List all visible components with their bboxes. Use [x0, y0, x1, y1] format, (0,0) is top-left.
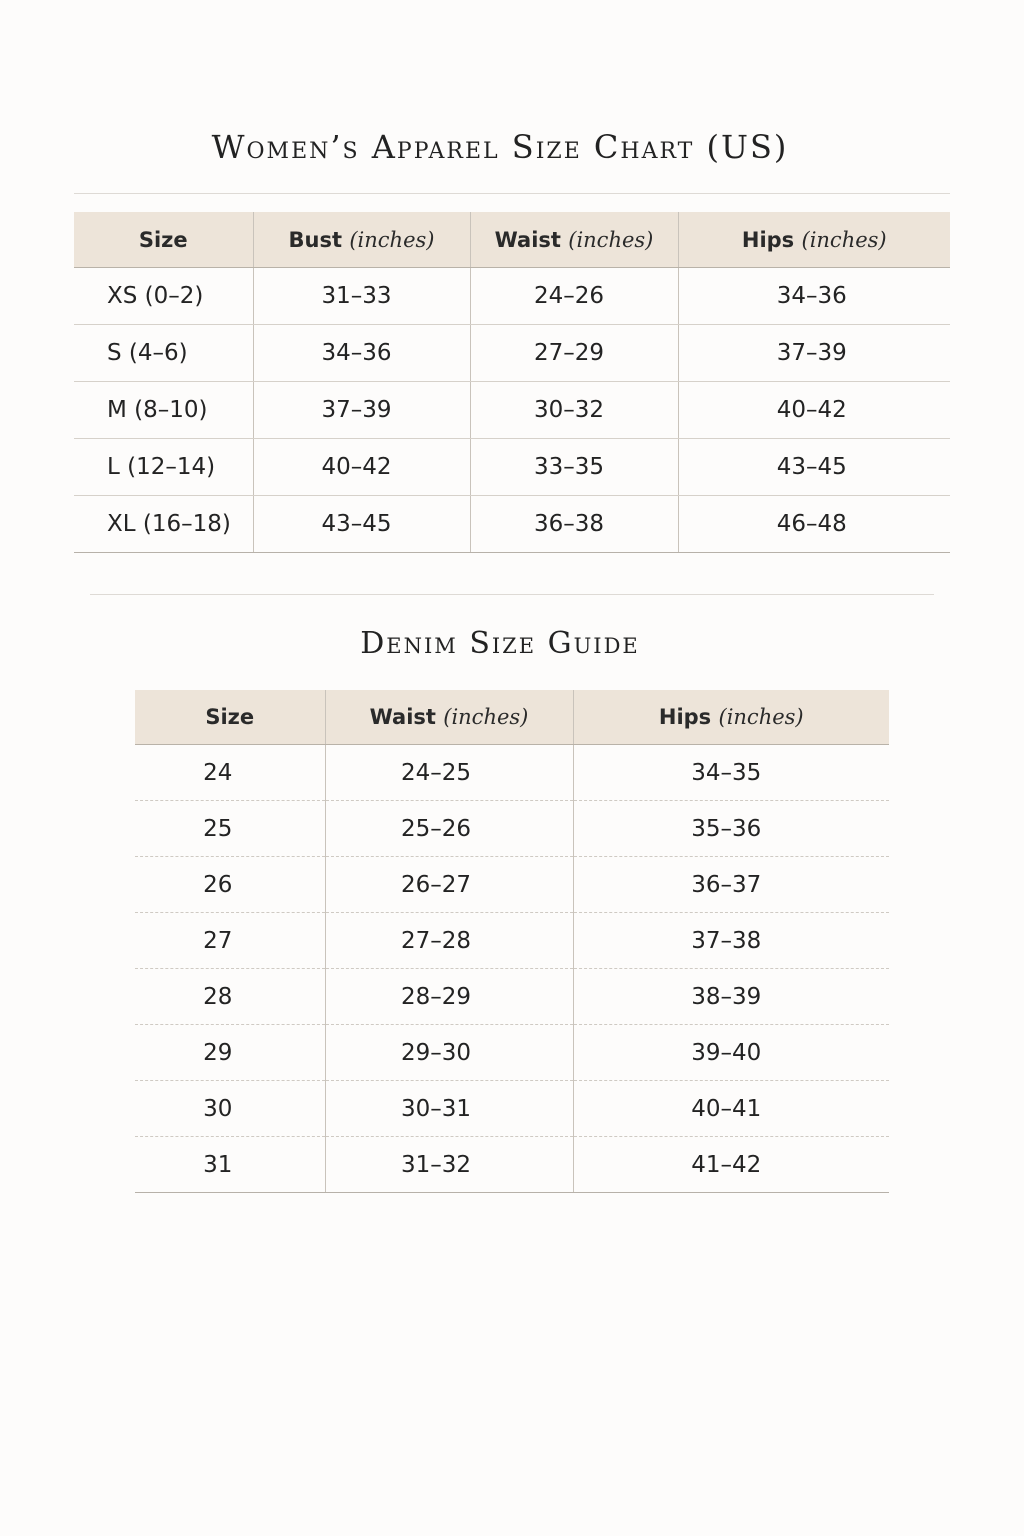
waist-cell: 30–31: [325, 1081, 573, 1137]
apparel-size-chart-title: Women’s Apparel Size Chart (US): [211, 128, 789, 166]
size-cell: 24: [135, 745, 325, 801]
size-cell: 29: [135, 1025, 325, 1081]
waist-cell: 29–30: [325, 1025, 573, 1081]
header-waist: Waist (inches): [325, 690, 573, 745]
header-bust: Bust (inches): [253, 212, 470, 268]
waist-cell: 25–26: [325, 801, 573, 857]
table-row: [135, 1137, 889, 1193]
hips-cell: 43–45: [678, 439, 950, 496]
bust-cell: 37–39: [253, 382, 470, 439]
hips-cell: 34–35: [573, 745, 889, 801]
denim-size-table: [135, 690, 889, 1193]
size-cell: 28: [135, 969, 325, 1025]
size-cell: S (4–6): [74, 325, 253, 382]
bust-cell: 34–36: [253, 325, 470, 382]
header-waist: Waist (inches): [470, 212, 678, 268]
size-cell: 27: [135, 913, 325, 969]
size-cell: 30: [135, 1081, 325, 1137]
hips-cell: 36–37: [573, 857, 889, 913]
hips-cell: 39–40: [573, 1025, 889, 1081]
size-cell: 31: [135, 1137, 325, 1193]
waist-cell: 36–38: [470, 496, 678, 553]
table-row: [74, 382, 950, 439]
bust-cell: 31–33: [253, 268, 470, 325]
header-size: Size: [135, 690, 325, 745]
size-cell: M (8–10): [74, 382, 253, 439]
header-hips: Hips (inches): [678, 212, 950, 268]
waist-cell: 26–27: [325, 857, 573, 913]
waist-cell: 27–28: [325, 913, 573, 969]
waist-cell: 27–29: [470, 325, 678, 382]
hips-cell: 37–39: [678, 325, 950, 382]
hips-cell: 41–42: [573, 1137, 889, 1193]
table-header-row: [74, 212, 950, 268]
table-row: [135, 1081, 889, 1137]
bust-cell: 43–45: [253, 496, 470, 553]
table-row: [135, 801, 889, 857]
table-row: [74, 496, 950, 553]
waist-cell: 24–25: [325, 745, 573, 801]
table-header-row: [135, 690, 889, 745]
section-divider: [90, 594, 934, 595]
size-cell: L (12–14): [74, 439, 253, 496]
table-row: [135, 969, 889, 1025]
bust-cell: 40–42: [253, 439, 470, 496]
header-size: Size: [74, 212, 253, 268]
title-divider: [74, 193, 950, 194]
table-row: [74, 325, 950, 382]
apparel-size-table: [74, 212, 950, 553]
waist-cell: 30–32: [470, 382, 678, 439]
hips-cell: 35–36: [573, 801, 889, 857]
waist-cell: 33–35: [470, 439, 678, 496]
hips-cell: 38–39: [573, 969, 889, 1025]
hips-cell: 46–48: [678, 496, 950, 553]
waist-cell: 31–32: [325, 1137, 573, 1193]
waist-cell: 24–26: [470, 268, 678, 325]
table-row: [74, 268, 950, 325]
size-cell: 25: [135, 801, 325, 857]
denim-size-guide-title: Denim Size Guide: [360, 626, 640, 661]
header-hips: Hips (inches): [573, 690, 889, 745]
hips-cell: 37–38: [573, 913, 889, 969]
hips-cell: 40–41: [573, 1081, 889, 1137]
table-row: [135, 745, 889, 801]
size-cell: XL (16–18): [74, 496, 253, 553]
size-cell: 26: [135, 857, 325, 913]
hips-cell: 40–42: [678, 382, 950, 439]
table-row: [74, 439, 950, 496]
table-row: [135, 857, 889, 913]
waist-cell: 28–29: [325, 969, 573, 1025]
size-cell: XS (0–2): [74, 268, 253, 325]
table-row: [135, 913, 889, 969]
table-row: [135, 1025, 889, 1081]
hips-cell: 34–36: [678, 268, 950, 325]
